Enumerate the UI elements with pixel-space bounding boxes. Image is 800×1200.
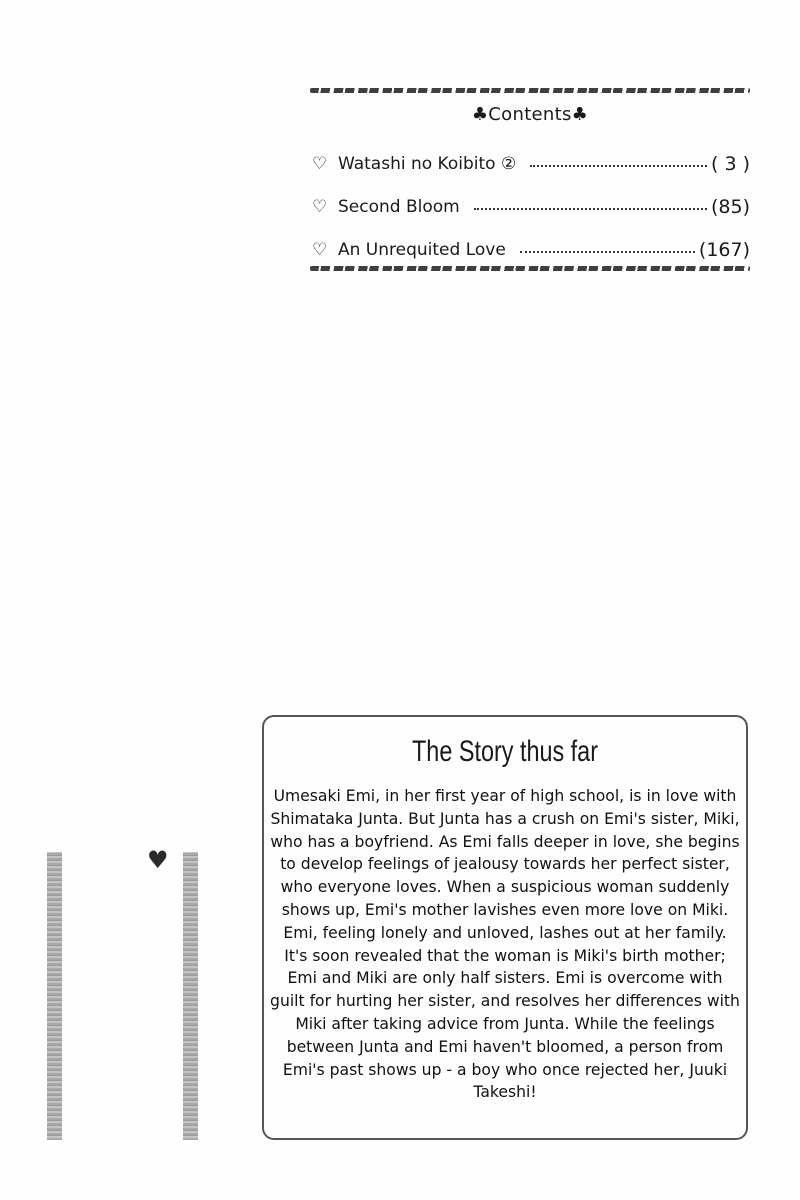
story-body: Umesaki Emi, in her first year of high school, is in love with Shimataka Junta. But Junta has a crush on Emi's sister, Miki, who has a boyfriend. As Emi falls deeper in love, she begins to develop feelings of jealousy towards her perfect sister, who everyone loves. When a suspicious woman suddenly shows up, Emi's mother lavishes even more love on Miki. Emi, feeling lonely and unloved, lashes out at her family. It's soon revealed that the woman is Miki's birth mother; Emi and Miki are only half sisters. Emi is overcome with guilt for hurting her sister, and resolves her differences with Miki after taking advice from Junta. While the feelings between Junta and Emi haven't bloomed, a person from Emi's past shows up - a boy who once rejected her, Juuki Takeshi! bbox=[270, 787, 740, 1102]
toc-entry[interactable] bbox=[312, 185, 750, 228]
toc-entry-title: Second Bloom bbox=[338, 196, 460, 217]
decorative-rule-top bbox=[310, 88, 750, 93]
story-summary-box bbox=[262, 715, 748, 1140]
decorative-bar-left bbox=[47, 852, 62, 1140]
toc-entry-page: ( 3 ) bbox=[711, 152, 750, 175]
toc-entry-title: Watashi no Koibito ② bbox=[338, 153, 517, 174]
dot-leader bbox=[530, 165, 707, 167]
story-title: The Story thus far bbox=[412, 735, 598, 768]
toc-entry[interactable] bbox=[312, 228, 750, 271]
heart-solid-icon: ♥ bbox=[147, 846, 169, 874]
toc-entry-page: (85) bbox=[710, 195, 750, 218]
dot-leader bbox=[520, 251, 695, 253]
decorative-bar-right bbox=[183, 852, 198, 1140]
toc-entry[interactable] bbox=[312, 142, 750, 185]
table-of-contents bbox=[312, 142, 750, 271]
toc-entry-title: An Unrequited Love bbox=[338, 239, 506, 260]
decorative-rule-bottom bbox=[310, 266, 750, 271]
contents-title: ♣Contents♣ bbox=[471, 104, 589, 125]
heart-outline-icon: ♡ bbox=[312, 153, 328, 174]
heart-outline-icon: ♡ bbox=[312, 196, 328, 217]
dot-leader bbox=[474, 208, 707, 210]
heart-outline-icon: ♡ bbox=[312, 239, 328, 260]
toc-entry-page: (167) bbox=[698, 238, 750, 261]
